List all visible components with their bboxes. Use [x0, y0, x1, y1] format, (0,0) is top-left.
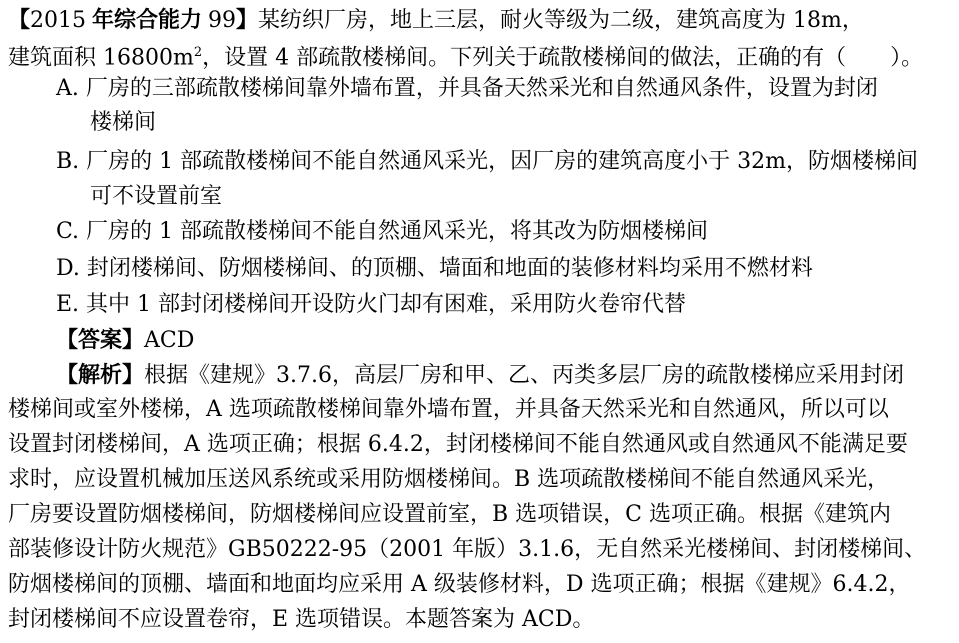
analysis-line-6: 部装修设计防火规范》GB50222-95（2001 年版）3.1.6，无自然采光楼梯间、封闭楼梯间、	[8, 537, 927, 562]
question-stem-text-1: 某纺织厂房，地上三层，耐火等级为二级，建筑高度为 18m，	[258, 8, 864, 33]
option-a-line-2: 楼梯间	[90, 110, 157, 135]
analysis-label: 【解析】	[56, 362, 145, 388]
question-stem-text-2b: ，设置 4 部疏散楼梯间。下列关于疏散楼梯间的做法，正确的有（ ）。	[202, 45, 924, 71]
option-c-line-1: C. 厂房的 1 部疏散楼梯间不能自然通风采光，将其改为防烟楼梯间	[56, 219, 709, 244]
answer-line	[56, 323, 194, 357]
option-b-line-1: B. 厂房的 1 部疏散楼梯间不能自然通风采光，因厂房的建筑高度小于 32m，防烟楼梯间	[56, 149, 918, 174]
answer-value: ACD	[144, 328, 195, 353]
analysis-line-7: 防烟楼梯间的顶棚、墙面和地面均应采用 A 级装修材料，D 选项正确；根据《建规》6.4.2，	[8, 572, 911, 597]
option-b-line-2: 可不设置前室	[90, 184, 223, 209]
analysis-line-1	[56, 358, 904, 392]
answer-label: 【答案】	[56, 327, 145, 353]
analysis-text-1: 根据《建规》3.7.6，高层厂房和甲、乙、丙类多层厂房的疏散楼梯应采用封闭	[144, 363, 904, 388]
question-stem-line-2	[8, 36, 923, 70]
question-tag-label: 年综合能力	[92, 7, 203, 33]
analysis-line-3: 设置封闭楼梯间，A 选项正确；根据 6.4.2，封闭楼梯间不能自然通风或自然通风不能满足要	[8, 432, 908, 457]
option-e-line-1: E. 其中 1 部封闭楼梯间开设防火门却有困难，采用防火卷帘代替	[56, 292, 687, 317]
question-stem-text-2a: 建筑面积 16800m	[8, 45, 194, 71]
analysis-line-8: 封闭楼梯间不应设置卷帘，E 选项错误。本题答案为 ACD。	[8, 607, 595, 632]
analysis-line-4: 求时，应设置机械加压送风系统或采用防烟楼梯间。B 选项疏散楼梯间不能自然通风采光，	[8, 467, 890, 492]
analysis-line-2: 楼梯间或室外楼梯，A 选项疏散楼梯间靠外墙布置，并具备天然采光和自然通风，所以可以	[8, 397, 889, 422]
question-stem-line-1	[8, 3, 864, 37]
option-d-line-1: D. 封闭楼梯间、防烟楼梯间、的顶棚、墙面和地面的装修材料均采用不燃材料	[56, 256, 813, 281]
question-tag-bracket-open: 【	[8, 7, 31, 33]
area-unit-superscript: 2	[193, 45, 203, 60]
question-tag-bracket-close: 】	[236, 7, 259, 33]
question-tag-number: 99	[208, 8, 237, 33]
question-tag-year: 2015	[30, 8, 87, 33]
analysis-line-5: 厂房要设置防烟楼梯间，防烟楼梯间应设置前室，B 选项错误，C 选项正确。根据《建筑内	[8, 502, 891, 527]
option-a-line-1: A. 厂房的三部疏散楼梯间靠外墙布置，并具备天然采光和自然通风条件，设置为封闭	[56, 76, 878, 101]
